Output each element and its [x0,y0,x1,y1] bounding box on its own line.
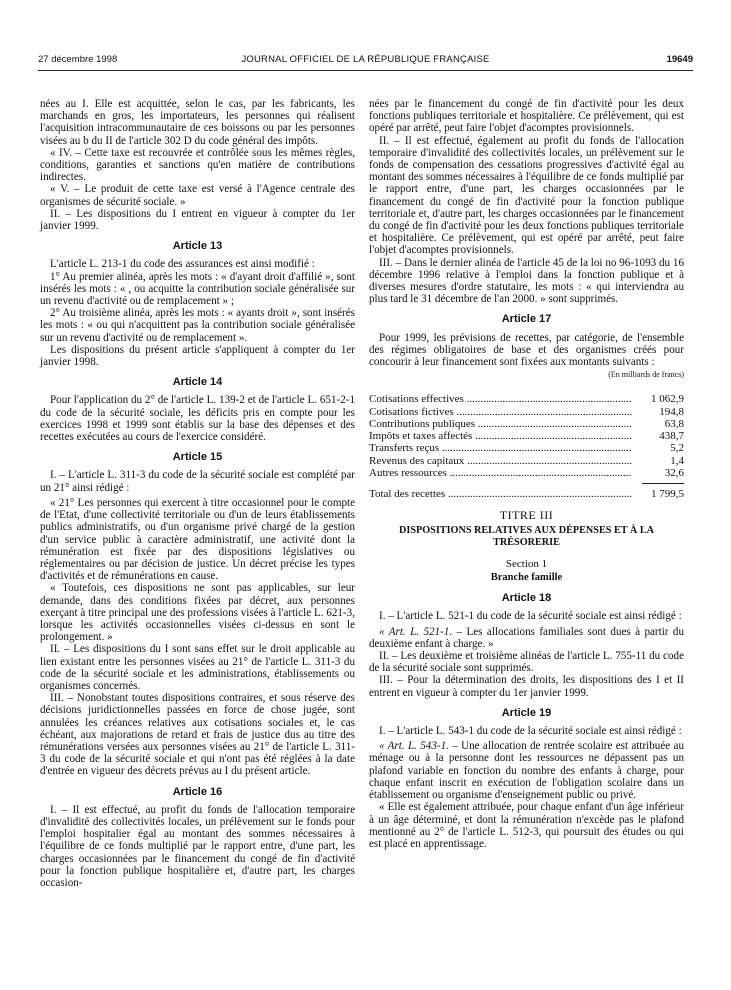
table-row [369,406,684,418]
row-value: 1 062,9 [651,393,684,406]
table-row [369,455,684,467]
row-value: 5,2 [670,442,684,455]
paragraph: 1° Au premier alinéa, après les mots : « d'ayant droit d'affilié », sont insérés les mots : « , ou acquitte la contribution sociale généralisée sur un revenu d'activité ou de remplacement » ; [40,270,355,308]
paragraph: I. – Il est effectué, au profit du fonds de l'allocation temporaire d'invalidité des collectivités locales, un prélèvement sur le fonds pour l'emploi hospitalier égal au montant des sommes nécessaires à l'équilibre de ce fonds multiplié par le rapport entre, d'une part, les charges occasionnées par le financement du congé de fin d'activité pour la fonction publique hospitalière et, d'autre part, les charges occasion- [40,803,355,889]
left-column [40,98,355,889]
paragraph: I. – L'article L. 543-1 du code de la sécurité sociale est ainsi rédigé : [379,725,682,738]
branch-heading: Branche famille [490,572,563,584]
table-row [369,430,684,442]
paragraph: II. – Les deuxième et troisième alinéas de l'article L. 755-11 du code de la sécurité sociale sont supprimés. [369,650,684,675]
row-label: Revenus des capitaux ..... [369,455,632,467]
row-label: Impôts et taxes affectés ..... [369,430,632,442]
paragraph: Pour 1999, les prévisions de recettes, par catégorie, de l'ensemble des régimes obligatoires de base et des organismes créés pour concourir à leur financement sont fixées aux montants suivants : [369,331,684,369]
paragraph: III. – Dans le dernier alinéa de l'article 45 de la loi no 96-1093 du 16 décembre 1996 relative à l'emploi dans la fonction publique et à diverses mesures d'ordre statutaire, les mots : « qui interviendra au plus tard le 31 décembre de l'an 2000. » sont supprimés. [369,256,684,306]
paragraph: I. – L'article L. 521-1 du code de la sécurité sociale est ainsi rédigé : [379,610,682,623]
table-row [369,418,684,430]
article-heading: Article 17 [501,313,552,326]
row-label: Autres ressources ..... [369,467,632,479]
header-date: 27 décembre 1998 [38,54,118,65]
paragraph: nées au I. Elle est acquittée, selon le cas, par les fabricants, les marchands en gros, les importateurs, les personnes qui réalisent l'acquisition intracommunautaire de ces boissons ou par les personnes visées au b du II de l'article 302 D du code général des impôts. [40,98,355,147]
title-subheading: DISPOSITIONS RELATIVES AUX DÉPENSES ET À LA TRÉSORERIE [399,524,654,549]
revenue-table [369,393,684,500]
paragraph: « Toutefois, ces dispositions ne sont pas applicables, sur leur demande, dans des conditions fixées par décret, aux personnes exerçant à titre principal une des professions visées à l'article L. 621-3, lorsque les activités occasionnelles visées ci-dessus en sont le prolongement. » [40,582,355,644]
table-total-row [369,488,684,500]
paragraph-text: – Une allocation de rentrée scolaire est attribuée au ménage ou à la personne dont les ressources ne dépassent pas un plafond variable en fonction du nombre des enfants à charge, pour chaque enfant inscrit en exécution de l'obligation scolaire dans un établissement ou organisme d'enseignement public ou privé. [369,740,684,802]
paragraph: III. – Pour la détermination des droits, les dispositions des I et II entrent en vigueur à compter du 1er janvier 1999. [369,674,684,699]
article-reference: « Art. L. 521-1. [379,625,453,638]
header-journal-title: JOURNAL OFFICIEL DE LA RÉPUBLIQUE FRANÇAISE [241,54,490,65]
paragraph: « V. – Le produit de cette taxe est versé à l'Agence centrale des organismes de sécurité sociale. » [40,183,355,208]
article-heading: Article 15 [172,451,223,464]
paragraph: II. – Les dispositions du I entrent en vigueur à compter du 1er janvier 1999. [40,207,355,233]
title-heading: TITRE III [499,507,554,522]
row-label: Cotisations fictives ..... [369,406,632,418]
table-row [369,442,684,454]
row-label: Cotisations effectives ..... [369,393,632,405]
page-header [38,52,693,70]
row-value: 1,4 [670,454,684,467]
article-heading: Article 14 [172,376,223,389]
table-unit-note: (En milliards de francs) [608,370,684,380]
header-page-number: 19649 [666,54,693,65]
paragraph [369,740,684,801]
paragraph: 2° Au troisième alinéa, après les mots : « ayants droit », sont insérés les mots : « ou qui n'acquittent pas la contribution sociale généralisée sur un revenu d'activité ou de remplacement ». [40,307,355,344]
right-column [369,98,684,850]
paragraph: Pour l'application du 2° de l'article L. 139-2 et de l'article L. 651-2-1 du code de la sécurité sociale, les déficits pris en compte pour les exercices 1998 et 1999 sont établis sur la base des dépenses et des recettes exécutées au cours de l'exercice considéré. [40,394,355,444]
article-heading: Article 19 [501,706,552,719]
section-heading: Section 1 [505,557,548,570]
article-heading: Article 16 [172,785,223,798]
total-separator [642,483,684,484]
row-value: 438,7 [659,430,684,443]
paragraph: III. – Nonobstant toutes dispositions contraires, et sous réserve des décisions juridictionnelles passées en force de chose jugée, sont annulées les créances relatives aux cotisations sociales et, le cas échéant, aux majorations de retard et frais de justice dus au titre des rémunérations versées aux personnes visées au 21° de l'article L. 311-3 du code de la sécurité sociale et qui n'ont pas été réglées à la date d'entrée en vigueur des décrets prévus au I du présent article. [40,692,355,778]
paragraph: « IV. – Cette taxe est recouvrée et contrôlée sous les mêmes règles, conditions, garanties et sanctions qu'en matière de contributions indirectes. [40,146,355,184]
paragraph: L'article L. 213-1 du code des assurances est ainsi modifié : [50,258,315,271]
article-heading: Article 13 [172,240,223,253]
paragraph [369,626,684,650]
paragraph: II. – Les dispositions du I sont sans effet sur le droit applicable au lien existant entre les personnes visées au 21° de l'article L. 311-3 du code de la sécurité sociale et les administrations, établissements ou organismes concernés. [40,643,355,692]
row-value: 63,8 [664,417,684,430]
table-row [369,467,684,479]
total-label: Total des recettes ..... [369,488,632,500]
paragraph: « Elle est également attribuée, pour chaque enfant d'un âge inférieur à un âge déterminé, et dont la rémunération n'excède pas le plafond mentionné au 2° de l'article L. 512-3, qui poursuit des études ou qui est placé en apprentissage. [369,801,684,850]
paragraph: Les dispositions du présent article s'appliquent à compter du 1er janvier 1998. [40,343,355,369]
row-label: Contributions publiques ..... [369,418,632,430]
row-value: 194,8 [659,405,684,418]
paragraph-text: – Les allocations familiales sont dues à partir du deuxième enfant à charge. » [369,625,684,650]
total-value: 1 799,5 [651,488,684,501]
table-row [369,393,684,405]
paragraph: I. – L'article L. 311-3 du code de la sécurité sociale est complété par un 21° ainsi rédigé : [40,469,355,494]
paragraph: II. – Il est effectué, également au profit du fonds de l'allocation temporaire d'invalidité des collectivités locales, un prélèvement sur le fonds de compensation des cessations progressives d'activité égal au montant des sommes nécessaires à l'équilibre de ce fonds multiplié par le rapport entre, d'une part, les charges occasionnées par le financement du congé de fin d'activité pour la fonction publique territoriale et, d'autre part, les charges occasionnées par le financement du congé de fin d'activité pour les deux fonctions publiques territoriale et hospitalière. Ce prélèvement, qui est opéré par arrêté, peut faire l'objet d'acomptes provisionnels. [369,134,684,257]
article-reference: « Art. L. 543-1. [379,740,449,753]
paragraph: « 21° Les personnes qui exercent à titre occasionnel pour le compte de l'Etat, d'une collectivité territoriale ou d'un de leurs établissements publics administratifs, ou d'un organisme privé chargé de la gestion d'un service public à caractère administratif, une activité dont la rémunération est fixée par des dispositions législatives ou réglementaires ou par décision de justice. Un décret précise les types d'activités et de rémunérations en cause. [40,496,355,583]
row-value: 32,6 [664,467,684,480]
header-rule [38,70,693,71]
article-heading: Article 18 [501,592,552,605]
paragraph: nées par le financement du congé de fin d'activité pour les deux fonctions publiques territoriale et hospitalière. Ce prélèvement, qui est opéré par arrêté, peut faire l'objet d'acomptes provisionnels. [369,98,684,135]
row-label: Transferts reçus ..... [369,442,632,454]
